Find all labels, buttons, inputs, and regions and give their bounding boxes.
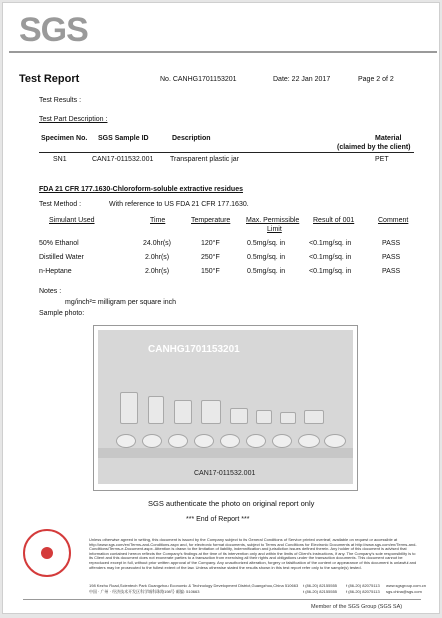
time-header: Time — [150, 217, 166, 224]
material-cell: PET — [375, 156, 389, 163]
sample-photo — [93, 325, 358, 491]
photo-caption: CAN17-011532.001 — [194, 470, 256, 477]
report-number: No. CANHG1701153201 — [160, 76, 237, 83]
row-2-limit: 0.5mg/sq. in — [247, 254, 286, 261]
jar-shape — [280, 412, 296, 424]
report-page — [2, 2, 440, 614]
row-3-result: <0.1mg/sq. in — [309, 268, 352, 275]
notes-value: mg/inch²= milligram per square inch — [65, 299, 177, 306]
sample-photo-label: Sample photo: — [39, 310, 85, 317]
jar-shape — [230, 408, 248, 424]
row-3-temp: 150°F — [201, 268, 220, 275]
jar-shape — [201, 400, 221, 424]
row-1-result: <0.1mg/sq. in — [309, 240, 352, 247]
specimen-no-cell: SN1 — [53, 156, 67, 163]
max-limit-header: Max. Permissible — [246, 217, 300, 224]
row-2-result: <0.1mg/sq. in — [309, 254, 352, 261]
photo-stamp: CANHG1701153201 — [148, 344, 240, 355]
footer-web-1: www.sgsgroup.com.cn — [386, 583, 427, 588]
footer-web-2: sgs.china@sgs.com — [386, 589, 422, 594]
test-method-value: With reference to US FDA 21 CFR 177.1630. — [109, 201, 249, 208]
jar-shape — [304, 410, 324, 424]
specimen-no-header: Specimen No. — [41, 135, 88, 142]
specimen-header-rule — [39, 152, 414, 153]
notes-label: Notes : — [39, 288, 62, 295]
row-1-temp: 120°F — [201, 240, 220, 247]
legal-fine-print: Unless otherwise agreed in writing, this document is issued by the Company subject to its General Conditions of Service printed overleaf, available on request or accessible at http://www.sgs.com/en/Terms-and-Conditions.aspx and, for electronic format documents, subject to Terms and Conditions for Electronic Documents at http://www.sgs.com/en/Terms-and-Conditions/Terms-e-Document.aspx. Attention is drawn to the limitation of liability, indemnification and jurisdiction issues defined therein. Any holder of this document is advised that information contained hereon reflects the Company's findings at the time of its intervention only and within the limits of Client's instructions, if any. The Company's sole responsibility is to its Client and this document does not exonerate parties to a transaction from exercising all their rights and obligations under the transaction documents. This document cannot be reproduced except in full, without prior written approval of the Company. Any unauthorized alteration, forgery or falsification of the content or appearance of this document is unlawful and offenders may be prosecuted to the fullest extent of the law. Unless otherwise stated the results shown in this test report refer only to the sample(s) tested. — [89, 537, 417, 570]
material-header: Material — [375, 135, 402, 142]
sample-id-cell: CAN17-011532.001 — [92, 156, 154, 163]
row-1-comment: PASS — [382, 240, 401, 247]
footer-phone-1: t (86-20) 82155555 — [303, 583, 338, 588]
description-header: Description — [172, 135, 211, 142]
row-1-time: 24.0hr(s) — [143, 240, 172, 247]
report-title: Test Report — [19, 73, 80, 85]
logo-divider — [9, 51, 437, 53]
lid-shape — [194, 434, 214, 448]
jar-shape — [174, 400, 192, 424]
photo-image — [98, 330, 353, 484]
lid-shape — [168, 434, 188, 448]
jar-shape — [256, 410, 272, 424]
footer-rule — [23, 599, 421, 600]
row-3-limit: 0.5mg/sq. in — [247, 268, 286, 275]
lid-shape — [324, 434, 346, 448]
test-part-description-label: Test Part Description : — [39, 116, 108, 123]
authenticate-text: SGS authenticate the photo on original report only — [148, 499, 315, 508]
row-2-temp: 250°F — [201, 254, 220, 261]
section-title: FDA 21 CFR 177.1630-Chloroform-soluble extractive residues — [39, 186, 243, 193]
row-3-time: 2.0hr(s) — [145, 268, 170, 275]
lid-shape — [116, 434, 136, 448]
sample-id-header: SGS Sample ID — [98, 135, 149, 142]
max-limit-header-2: Limit — [267, 226, 282, 233]
jar-shape — [120, 392, 138, 424]
footer-fax-2: f (86-20) 82075113 — [346, 589, 380, 594]
row-2-time: 2.0hr(s) — [145, 254, 170, 261]
description-cell: Transparent plastic jar — [170, 156, 239, 163]
comment-header: Comment — [378, 217, 409, 224]
result-header: Result of 001 — [313, 217, 355, 224]
jar-shape — [148, 396, 164, 424]
row-1-limit: 0.5mg/sq. in — [247, 240, 286, 247]
test-method-label: Test Method : — [39, 201, 82, 208]
test-results-label: Test Results : — [39, 97, 82, 104]
row-3-comment: PASS — [382, 268, 401, 275]
material-note: (claimed by the client) — [337, 144, 411, 151]
member-text: Member of the SGS Group (SGS SA) — [311, 604, 403, 610]
row-3-simulant: n-Heptane — [39, 268, 72, 275]
report-date: Date: 22 Jan 2017 — [273, 76, 331, 83]
row-2-simulant: Distilled Water — [39, 254, 84, 261]
temperature-header: Temperature — [191, 217, 231, 224]
photo-shelf — [98, 448, 353, 458]
simulant-header: Simulant Used — [49, 217, 95, 224]
sgs-logo: SGS — [19, 11, 88, 49]
row-2-comment: PASS — [382, 254, 401, 261]
footer-phone-2: t (86-20) 82155555 — [303, 589, 338, 594]
lid-shape — [220, 434, 240, 448]
lid-shape — [298, 434, 320, 448]
stamp-center — [41, 547, 53, 559]
footer-address-en: 198 Kezhu Road,Scientech Park Guangzhou Economic & Technology Development District,Guangzhou,China 510663 — [89, 583, 299, 588]
lid-shape — [142, 434, 162, 448]
end-of-report: *** End of Report *** — [186, 516, 250, 523]
footer-address-cn: 中国 · 广州 · 经济技术开发区科学城科珠路198号 邮编: 510663 — [89, 589, 200, 594]
sgs-stamp-seal — [23, 529, 71, 577]
page-number: Page 2 of 2 — [358, 76, 394, 83]
lid-shape — [272, 434, 292, 448]
footer-fax-1: f (86-20) 82075113 — [346, 583, 380, 588]
lid-shape — [246, 434, 266, 448]
row-1-simulant: 50% Ethanol — [39, 240, 79, 247]
